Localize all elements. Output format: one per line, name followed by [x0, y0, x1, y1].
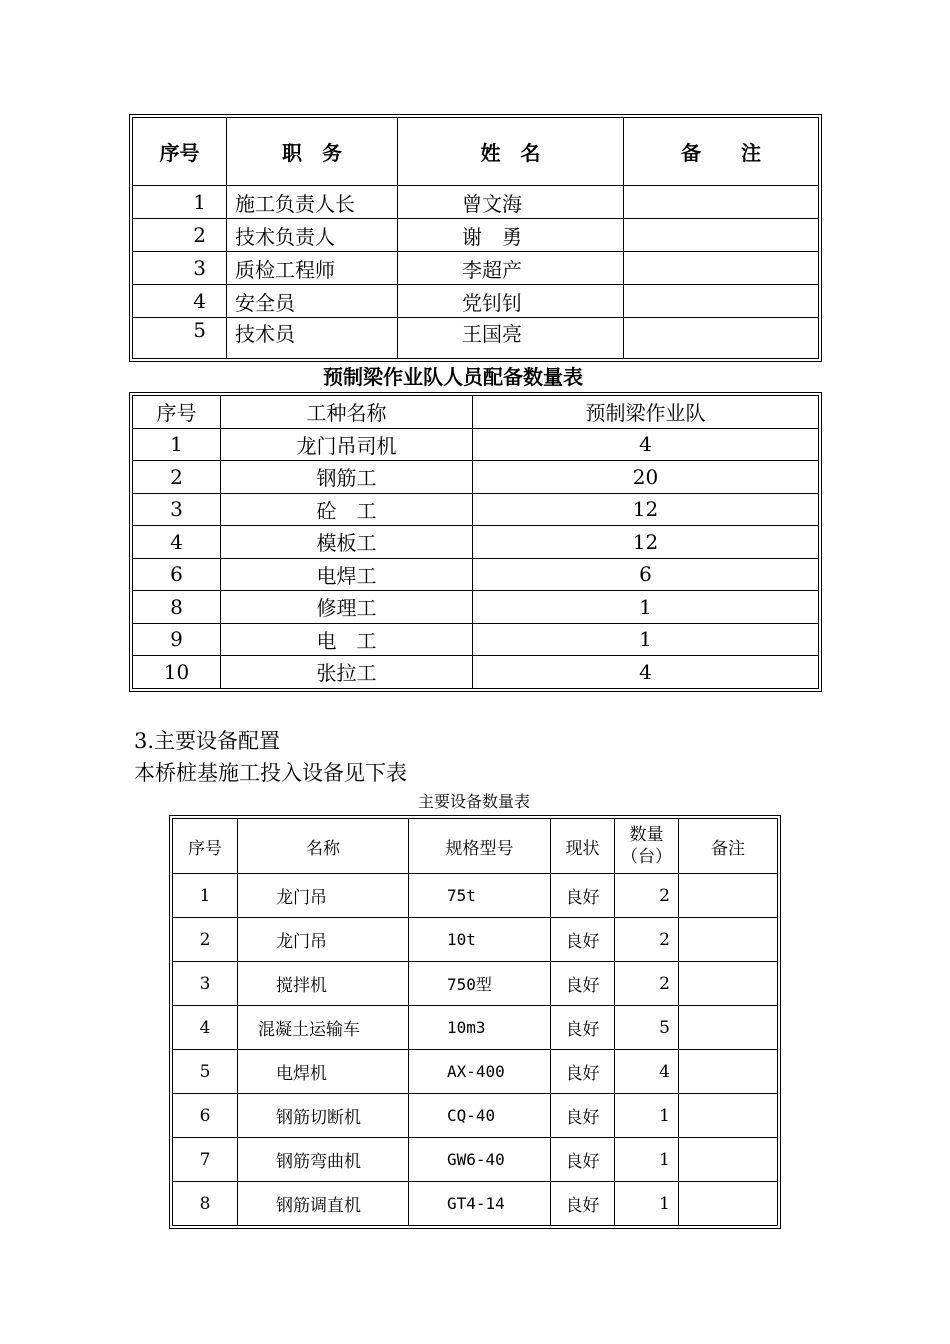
cell-note [679, 1138, 778, 1182]
cell-no: 3 [133, 252, 227, 285]
header-no: 序号 [133, 396, 221, 429]
cell-no: 3 [133, 493, 221, 526]
cell-no: 1 [133, 428, 221, 461]
cell-no: 1 [173, 874, 238, 918]
cell-name: 李超产 [398, 252, 624, 285]
cell-type: 钢筋工 [221, 461, 473, 494]
cell-qty: 1 [615, 1094, 679, 1138]
table-row [133, 318, 819, 359]
cell-name: 电焊机 [238, 1050, 409, 1094]
cell-spec: AX-400 [409, 1050, 551, 1094]
cell-count: 4 [473, 656, 819, 689]
cell-no: 5 [173, 1050, 238, 1094]
cell-note [679, 1006, 778, 1050]
cell-job: 安全员 [227, 285, 398, 318]
cell-note [624, 285, 819, 318]
cell-note [624, 219, 819, 252]
cell-status: 良好 [551, 874, 615, 918]
header-status: 现状 [551, 819, 615, 874]
cell-name: 党钊钊 [398, 285, 624, 318]
table-row [133, 186, 819, 219]
table-row [133, 656, 819, 689]
crew-staffing-table [132, 395, 819, 689]
table-header-row [173, 819, 778, 874]
cell-note [624, 186, 819, 219]
cell-no: 3 [173, 962, 238, 1006]
header-qty [615, 819, 679, 874]
header-job: 职 务 [227, 118, 398, 186]
cell-type: 电焊工 [221, 558, 473, 591]
cell-no: 1 [133, 186, 227, 219]
cell-no: 6 [173, 1094, 238, 1138]
header-name: 姓 名 [398, 118, 624, 186]
cell-note [679, 962, 778, 1006]
cell-no: 5 [133, 318, 227, 359]
table-row [173, 874, 778, 918]
table-row [133, 461, 819, 494]
cell-qty: 1 [615, 1182, 679, 1226]
cell-job: 施工负责人长 [227, 186, 398, 219]
cell-note [679, 918, 778, 962]
cell-spec: GT4-14 [409, 1182, 551, 1226]
cell-spec: 750型 [409, 962, 551, 1006]
cell-count: 4 [473, 428, 819, 461]
cell-qty: 5 [615, 1006, 679, 1050]
cell-type: 修理工 [221, 591, 473, 624]
table-header-row [133, 118, 819, 186]
header-crew: 预制梁作业队 [473, 396, 819, 429]
cell-job: 质检工程师 [227, 252, 398, 285]
cell-spec: 10t [409, 918, 551, 962]
cell-type: 龙门吊司机 [221, 428, 473, 461]
cell-count: 12 [473, 493, 819, 526]
cell-name: 混凝土运输车 [238, 1006, 409, 1050]
header-spec: 规格型号 [409, 819, 551, 874]
cell-qty: 1 [615, 1138, 679, 1182]
cell-note [679, 1094, 778, 1138]
cell-job: 技术负责人 [227, 219, 398, 252]
table-row [173, 1006, 778, 1050]
cell-count: 20 [473, 461, 819, 494]
crew-table-title: 预制梁作业队人员配备数量表 [323, 365, 583, 389]
cell-count: 1 [473, 623, 819, 656]
table-row [133, 558, 819, 591]
header-qty-line1: 数量 [629, 825, 664, 845]
cell-name: 曾文海 [398, 186, 624, 219]
cell-type: 电 工 [221, 623, 473, 656]
header-note: 备注 [679, 819, 778, 874]
cell-no: 4 [173, 1006, 238, 1050]
table-row [173, 1182, 778, 1226]
table-row [133, 493, 819, 526]
cell-type: 张拉工 [221, 656, 473, 689]
table-header-row [133, 396, 819, 429]
cell-no: 8 [133, 591, 221, 624]
cell-status: 良好 [551, 962, 615, 1006]
header-type: 工种名称 [221, 396, 473, 429]
cell-note [679, 874, 778, 918]
cell-job: 技术员 [227, 318, 398, 359]
cell-name: 谢 勇 [398, 219, 624, 252]
cell-spec: GW6-40 [409, 1138, 551, 1182]
cell-name: 搅拌机 [238, 962, 409, 1006]
table-row [133, 526, 819, 559]
cell-note [679, 1050, 778, 1094]
cell-note [624, 252, 819, 285]
cell-no: 7 [173, 1138, 238, 1182]
cell-name: 龙门吊 [238, 918, 409, 962]
header-note: 备 注 [624, 118, 819, 186]
cell-spec: 10m3 [409, 1006, 551, 1050]
cell-no: 6 [133, 558, 221, 591]
table-row [173, 1050, 778, 1094]
cell-count: 1 [473, 591, 819, 624]
cell-qty: 2 [615, 874, 679, 918]
cell-no: 8 [173, 1182, 238, 1226]
header-qty-line2: （台） [621, 847, 672, 867]
table-row [133, 428, 819, 461]
cell-no: 2 [133, 461, 221, 494]
cell-name: 钢筋调直机 [238, 1182, 409, 1226]
section-intro: 本桥桩基施工投入设备见下表 [134, 761, 407, 785]
cell-status: 良好 [551, 918, 615, 962]
cell-note [624, 318, 819, 359]
table-row [173, 918, 778, 962]
cell-type: 模板工 [221, 526, 473, 559]
cell-no: 2 [133, 219, 227, 252]
header-name: 名称 [238, 819, 409, 874]
header-no: 序号 [173, 819, 238, 874]
cell-no: 4 [133, 285, 227, 318]
cell-no: 4 [133, 526, 221, 559]
table-row [133, 623, 819, 656]
cell-status: 良好 [551, 1182, 615, 1226]
table-row [133, 285, 819, 318]
cell-type: 砼 工 [221, 493, 473, 526]
cell-no: 10 [133, 656, 221, 689]
table-row [173, 1138, 778, 1182]
table-row [133, 591, 819, 624]
cell-spec: CQ-40 [409, 1094, 551, 1138]
cell-count: 6 [473, 558, 819, 591]
cell-no: 2 [173, 918, 238, 962]
cell-note [679, 1182, 778, 1226]
table-row [173, 1094, 778, 1138]
cell-status: 良好 [551, 1006, 615, 1050]
table-row [133, 252, 819, 285]
equipment-table [172, 818, 778, 1226]
cell-status: 良好 [551, 1094, 615, 1138]
cell-name: 钢筋弯曲机 [238, 1138, 409, 1182]
cell-count: 12 [473, 526, 819, 559]
cell-qty: 2 [615, 962, 679, 1006]
cell-qty: 4 [615, 1050, 679, 1094]
equipment-table-title: 主要设备数量表 [417, 792, 530, 811]
cell-name: 龙门吊 [238, 874, 409, 918]
cell-qty: 2 [615, 918, 679, 962]
cell-status: 良好 [551, 1050, 615, 1094]
section-heading: 3.主要设备配置 [134, 729, 281, 753]
cell-no: 9 [133, 623, 221, 656]
cell-status: 良好 [551, 1138, 615, 1182]
cell-spec: 75t [409, 874, 551, 918]
header-no: 序号 [133, 118, 227, 186]
cell-name: 王国亮 [398, 318, 624, 359]
management-personnel-table [132, 117, 819, 359]
cell-name: 钢筋切断机 [238, 1094, 409, 1138]
table-row [133, 219, 819, 252]
table-row [173, 962, 778, 1006]
